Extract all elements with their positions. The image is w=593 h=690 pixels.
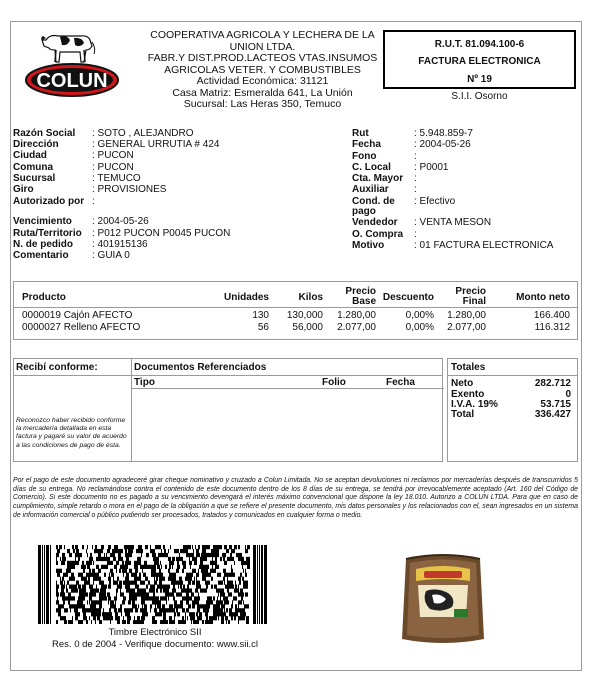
legal-note: Por el pago de este documento agradeceré girar cheque nominativo y cruzado a Colun Limitada. No se aceptan devoluciones ni reclamos por mercaderías después de transcurridos 5 días de su entrega. No reclamándose contra el contenido de este documento dentro de los 8 días de su entrega, se tendrá por irrevocablemente aceptado (Art. 160 del Código de Comercio). Si este documento no es pagado a su vencimiento devengará el interés máximo convencional que dispone la ley 18.010. Autorizo a COLUN LTDA. Para que en caso de cumplimiento, simple retardo o mora en el pago de la obligación a que se refiere el presente documento, mis datos personales y los relacionados con el, sean ingresados en un sistema de información comercial o público pudiendo ser procesados, tratados y comunicados en cualquier forma o medio.: [13, 477, 578, 519]
client-info-right: [352, 128, 587, 268]
value-fono: :: [414, 150, 417, 162]
label-motivo: Motivo: [352, 239, 385, 251]
row2-precio-base: 2.077,00: [337, 322, 376, 333]
value-o-compra: :: [414, 228, 417, 240]
label-razon-social: Razón Social: [13, 128, 76, 139]
totals-header-line: [448, 375, 577, 376]
col-precio-final: [455, 287, 486, 307]
client-info-left: [13, 128, 343, 268]
totals-box: [447, 358, 578, 462]
label-ciudad: Ciudad: [13, 150, 47, 161]
row2-precio-final: 2.077,00: [447, 322, 486, 333]
document-type: FACTURA ELECTRONICA: [418, 56, 541, 67]
total-value: 336.427: [534, 409, 571, 420]
row2-unidades: 56: [257, 322, 269, 333]
label-giro: Giro: [13, 184, 34, 195]
document-number: Nº 19: [467, 74, 492, 85]
label-sucursal: Sucursal: [13, 173, 56, 184]
header-divider: [14, 307, 577, 308]
value-pedido: : 401915136: [92, 239, 148, 250]
company-line-3: FABR.Y DIST.PROD.LACTEOS VTAS.INSUMOS: [147, 52, 378, 64]
label-fecha: Fecha: [352, 139, 381, 150]
row1-descuento: 0,00%: [405, 310, 434, 321]
products-table: [13, 281, 578, 340]
label-ruta: Ruta/Territorio: [13, 228, 82, 239]
value-razon-social: : SOTO , ALEJANDRO: [92, 128, 194, 139]
value-ruta: : P012 PUCON P0045 PUCON: [92, 228, 231, 239]
col-precio-final-1: Precio: [455, 286, 486, 297]
neto-value: 282.712: [534, 378, 571, 389]
ref-col-tipo: Tipo: [134, 377, 155, 388]
label-o-compra: O. Compra: [352, 228, 404, 240]
company-line-4: AGRICOLAS VETER. Y COMBUSTIBLES: [164, 63, 361, 76]
exento-value: 0: [565, 388, 571, 400]
timbre-electronico: [30, 627, 280, 650]
company-header: [140, 30, 385, 111]
value-giro: : PROVISIONES: [92, 184, 167, 195]
col-unidades: Unidades: [223, 292, 269, 303]
value-auxiliar: :: [414, 184, 417, 195]
row1-unidades: 130: [252, 310, 269, 321]
value-fecha: : 2004-05-26: [414, 139, 471, 150]
col-precio-final-2: Final: [462, 296, 486, 307]
label-direccion: Dirección: [13, 139, 59, 150]
label-cta-mayor: Cta. Mayor: [352, 173, 404, 184]
references-title: Documentos Referenciados: [134, 362, 267, 373]
row2-producto: 0000027 Relleno AFECTO: [22, 322, 141, 333]
document-id-box: [383, 30, 576, 89]
receipt-references-box: [13, 358, 443, 462]
sii-office: S.I.I. Osorno: [451, 91, 508, 102]
col-descuento: Descuento: [382, 292, 434, 303]
total-label: Total: [451, 409, 475, 420]
row2-monto: 116.312: [534, 322, 570, 333]
row1-kilos: 130,000: [286, 310, 323, 321]
label-comuna: Comuna: [13, 161, 53, 173]
row1-precio-final: 1.280,00: [447, 310, 486, 321]
pdf417-barcode: [38, 545, 267, 624]
neto-label: Neto: [451, 378, 474, 389]
value-comentario: : GUIA 0: [92, 250, 130, 261]
value-sucursal: : TEMUCO: [92, 173, 141, 184]
label-cond-pago-2: pago: [352, 206, 376, 217]
value-ciudad: : PUCON: [92, 150, 134, 161]
row2-kilos: 56,000: [292, 322, 323, 333]
value-autorizado: :: [92, 195, 95, 207]
row2-descuento: 0,00%: [405, 322, 434, 333]
label-clocal: C. Local: [352, 162, 391, 173]
value-rut: : 5.948.859-7: [414, 128, 473, 139]
label-rut: Rut: [352, 128, 369, 139]
col-kilos: Kilos: [298, 292, 323, 303]
value-clocal: : P0001: [414, 162, 449, 173]
label-auxiliar: Auxiliar: [352, 184, 389, 195]
col-precio-base: [345, 287, 376, 307]
value-cond-pago: : Efectivo: [414, 195, 456, 207]
value-comuna: : PUCON: [92, 161, 134, 173]
colun-logo-text: COLUN: [36, 70, 108, 92]
label-pedido: N. de pedido: [13, 239, 73, 250]
receipt-header-line: [14, 375, 442, 376]
col-precio-base-2: Base: [352, 296, 376, 307]
company-line-2: UNION LTDA.: [229, 40, 296, 53]
col-precio-base-1: Precio: [345, 286, 376, 297]
label-vencimiento: Vencimiento: [13, 216, 72, 227]
label-vendedor: Vendedor: [352, 217, 398, 228]
company-line-1: COOPERATIVA AGRICOLA Y LECHERA DE LA: [150, 29, 375, 41]
company-activity: Actividad Económica: 31121: [196, 75, 329, 87]
label-fono: Fono: [352, 150, 377, 162]
ref-header-line: [131, 388, 444, 389]
value-motivo: : 01 FACTURA ELECTRONICA: [414, 239, 554, 251]
label-cond-pago-1: Cond. de: [352, 195, 395, 207]
totals-title: Totales: [451, 362, 486, 373]
value-direccion: : GENERAL URRUTIA # 424: [92, 139, 220, 150]
label-autorizado: Autorizado por: [13, 195, 85, 207]
timbre-line-1: Timbre Electrónico SII: [108, 627, 202, 638]
ref-col-folio: Folio: [322, 377, 346, 388]
value-vencimiento: : 2004-05-26: [92, 216, 149, 227]
row1-producto: 0000019 Cajón AFECTO: [22, 310, 133, 321]
iva-value: 53.715: [540, 399, 571, 410]
company-main-house: Casa Matriz: Esmeralda 641, La Unión: [172, 86, 353, 99]
label-comentario: Comentario: [13, 250, 69, 261]
timbre-line-2: Res. 0 de 2004 - Verifique documento: www.sii.cl: [52, 638, 258, 650]
row1-monto: 166.400: [533, 310, 570, 321]
colun-logo: [24, 62, 120, 98]
col-producto: Producto: [22, 292, 66, 303]
col-monto: Monto neto: [516, 292, 570, 303]
feed-bag-image: [396, 551, 490, 649]
exento-label: Exento: [451, 388, 485, 400]
row1-precio-base: 1.280,00: [337, 310, 376, 321]
iva-label: I.V.A. 19%: [451, 399, 498, 410]
receipt-text: Reconozco haber recibido conforme la mercadería detallada en esta factura y pagaré su valor de acuerdo a las condiciones de pago de ésta.: [16, 417, 127, 449]
ref-col-fecha: Fecha: [386, 377, 415, 388]
value-vendedor: : VENTA MESON: [414, 217, 492, 228]
receipt-title: Recibí conforme:: [16, 362, 98, 373]
cow-logo-icon: [40, 28, 96, 64]
value-cta-mayor: :: [414, 173, 417, 184]
company-branch: Sucursal: Las Heras 350, Temuco: [183, 98, 342, 110]
issuer-rut: R.U.T. 81.094.100-6: [434, 39, 525, 50]
